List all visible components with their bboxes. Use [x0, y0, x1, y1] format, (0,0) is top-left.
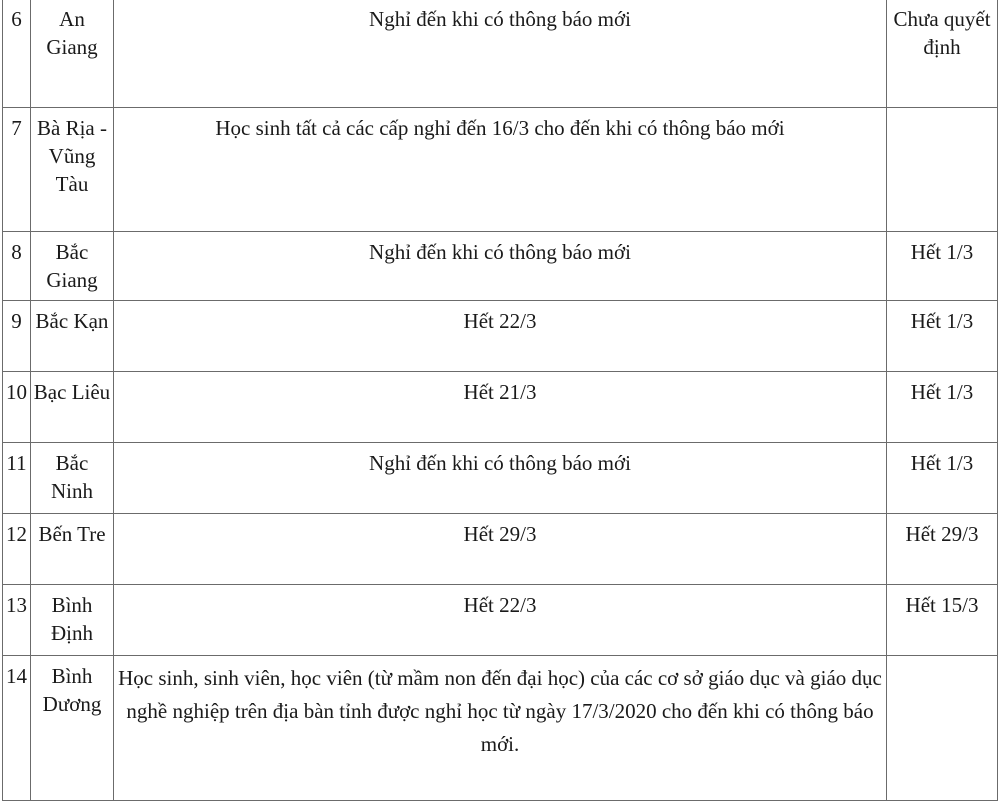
row-number: 12 [3, 514, 31, 585]
closure-decision: Nghỉ đến khi có thông báo mới [114, 232, 887, 301]
province-name: An Giang [31, 0, 114, 108]
table-row [3, 656, 998, 801]
closure-note: Hết 1/3 [887, 301, 998, 372]
province-name: Bắc Ninh [31, 443, 114, 514]
closure-note [887, 656, 998, 801]
closure-note: Hết 15/3 [887, 585, 998, 656]
province-name: Bắc Kạn [31, 301, 114, 372]
closure-decision: Hết 29/3 [114, 514, 887, 585]
row-number: 7 [3, 108, 31, 232]
row-number: 10 [3, 372, 31, 443]
table-row [3, 301, 998, 372]
table-row [3, 585, 998, 656]
row-number: 11 [3, 443, 31, 514]
table-row [3, 514, 998, 585]
province-name: Bắc Giang [31, 232, 114, 301]
row-number: 13 [3, 585, 31, 656]
table-row [3, 372, 998, 443]
closure-note: Chưa quyết định [887, 0, 998, 108]
row-number: 8 [3, 232, 31, 301]
table-row [3, 443, 998, 514]
closure-note: Hết 1/3 [887, 232, 998, 301]
closure-note [887, 108, 998, 232]
closure-decision: Nghỉ đến khi có thông báo mới [114, 443, 887, 514]
closure-decision: Hết 22/3 [114, 585, 887, 656]
province-name: Bến Tre [31, 514, 114, 585]
province-name: Bà Rịa - Vũng Tàu [31, 108, 114, 232]
closure-decision: Học sinh, sinh viên, học viên (từ mầm non đến đại học) của các cơ sở giáo dục và giáo dục nghề nghiệp trên địa bàn tỉnh được nghỉ học từ ngày 17/3/2020 cho đến khi có thông báo mới. [114, 656, 887, 801]
closure-decision: Nghỉ đến khi có thông báo mới [114, 0, 887, 108]
row-number: 9 [3, 301, 31, 372]
closure-decision: Hết 21/3 [114, 372, 887, 443]
province-name: Bạc Liêu [31, 372, 114, 443]
closure-decision: Hết 22/3 [114, 301, 887, 372]
row-number: 6 [3, 0, 31, 108]
closure-note: Hết 1/3 [887, 372, 998, 443]
province-name: Bình Định [31, 585, 114, 656]
closure-note: Hết 1/3 [887, 443, 998, 514]
closure-decision: Học sinh tất cả các cấp nghỉ đến 16/3 cho đến khi có thông báo mới [114, 108, 887, 232]
table-row [3, 0, 998, 108]
row-number: 14 [3, 656, 31, 801]
school-closure-table [2, 0, 998, 801]
province-name: Bình Dương [31, 656, 114, 801]
closure-note: Hết 29/3 [887, 514, 998, 585]
table-row [3, 232, 998, 301]
table-row [3, 108, 998, 232]
